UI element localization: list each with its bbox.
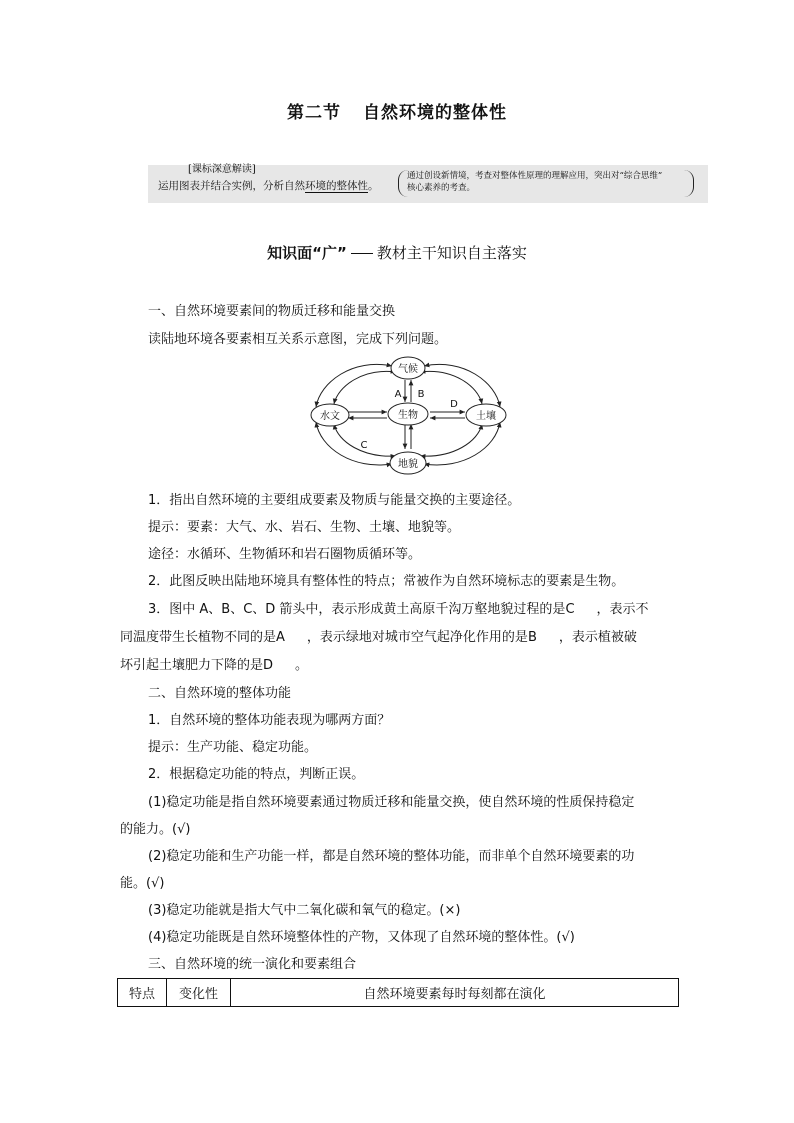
section2-question-2: 2．根据稳定功能的特点，判断正误。: [148, 767, 365, 782]
table-cell-feature: 特点: [118, 979, 167, 1007]
section2-question-1-hint: 提示：生产功能、稳定功能。: [148, 740, 318, 755]
section2-question-1: 1．自然环境的整体功能表现为哪两方面？: [148, 713, 391, 728]
section-header-rest: 教材主干知识自主落实: [376, 244, 527, 262]
section-header: [0, 242, 794, 263]
environment-diagram: [308, 352, 508, 477]
banner-text-a: 运用图表并结合实例，分析自然: [158, 180, 305, 192]
title-part2: 自然环境的整体性: [363, 103, 507, 123]
evolution-table: [117, 978, 679, 1007]
banner-header: [课标深意解读]: [188, 164, 256, 175]
question-1-hint: 提示：要素：大气、水、岩石、生物、土壤、地貌等。: [148, 520, 461, 535]
header-dash: [351, 253, 373, 254]
label-hydrology: 水文: [320, 411, 340, 422]
arrow-label-a: A: [394, 389, 402, 400]
question-3-line2: 同温度带生长植物不同的是A ，表示绿地对城市空气起净化作用的是B ，表示植被破: [120, 630, 637, 645]
label-biology: 生物: [398, 410, 418, 421]
table-cell-description: 自然环境要素每时每刻都在演化: [231, 979, 679, 1007]
answer-blank-4: D: [263, 658, 274, 673]
question-3-line1: 3．图中 A、B、C、D 箭头中，表示形成黄土高原千沟万壑地貌过程的是C ，表示不: [148, 602, 649, 617]
section3-title: 三、自然环境的统一演化和要素组合: [148, 957, 357, 972]
banner-assessment-note: [398, 170, 694, 197]
arrow-label-c: C: [360, 440, 368, 451]
question-3-line3: 坏引起土壤肥力下降的是D 。: [120, 658, 309, 673]
judgement-4: (4)稳定功能既是自然环境整体性的产物，又体现了自然环境的整体性。(√): [148, 930, 575, 945]
judgement-1-line2: 的能力。(√): [120, 822, 191, 837]
banner-requirement: [158, 178, 379, 193]
label-landform: 地貌: [398, 459, 418, 470]
title-part1: 第二节: [287, 103, 341, 123]
judgement-3: (3)稳定功能就是指大气中二氧化碳和氧气的稳定。(×): [148, 903, 461, 918]
judgement-2-line2: 能。(√): [120, 876, 165, 891]
label-soil: 土壤: [476, 411, 496, 422]
answer-blank-1: C: [565, 602, 575, 617]
table-cell-variability: 变化性: [167, 979, 231, 1007]
answer-blank-2: A: [276, 630, 285, 645]
banner-note-line1: 通过创设新情境，考查对整体性原理的理解应用，突出对“综合思维”: [407, 171, 663, 181]
question-1: 1．指出自然环境的主要组成要素及物质与能量交换的主要途径。: [148, 493, 521, 508]
page-title: [0, 98, 794, 123]
arrow-label-d: D: [450, 399, 458, 410]
section-header-strong: 知识面“广”: [267, 244, 347, 262]
label-climate: 气候: [398, 364, 418, 375]
answer-blank-3: B: [527, 630, 537, 645]
banner-text-underlined: 环境的整体性: [305, 180, 368, 192]
banner-text-b: 。: [368, 180, 379, 192]
section1-title: 一、自然环境要素间的物质迁移和能量交换: [148, 304, 396, 319]
question-2: 2．此图反映出陆地环境具有整体性的特点；常被作为自然环境标志的要素是生物。: [148, 574, 625, 589]
banner-note-line2: 核心素养的考查。: [407, 183, 476, 193]
section1-intro: 读陆地环境各要素相互关系示意图，完成下列问题。: [148, 332, 448, 347]
judgement-2-line1: (2)稳定功能和生产功能一样，都是自然环境的整体功能，而非单个自然环境要素的功: [148, 849, 635, 864]
question-1-paths: 途径：水循环、生物循环和岩石圈物质循环等。: [148, 547, 422, 562]
section2-title: 二、自然环境的整体功能: [148, 686, 292, 701]
judgement-1-line1: (1)稳定功能是指自然环境要素通过物质迁移和能量交换，使自然环境的性质保持稳定: [148, 795, 635, 810]
table-row: [118, 979, 679, 1007]
arrow-label-b: B: [417, 389, 425, 400]
